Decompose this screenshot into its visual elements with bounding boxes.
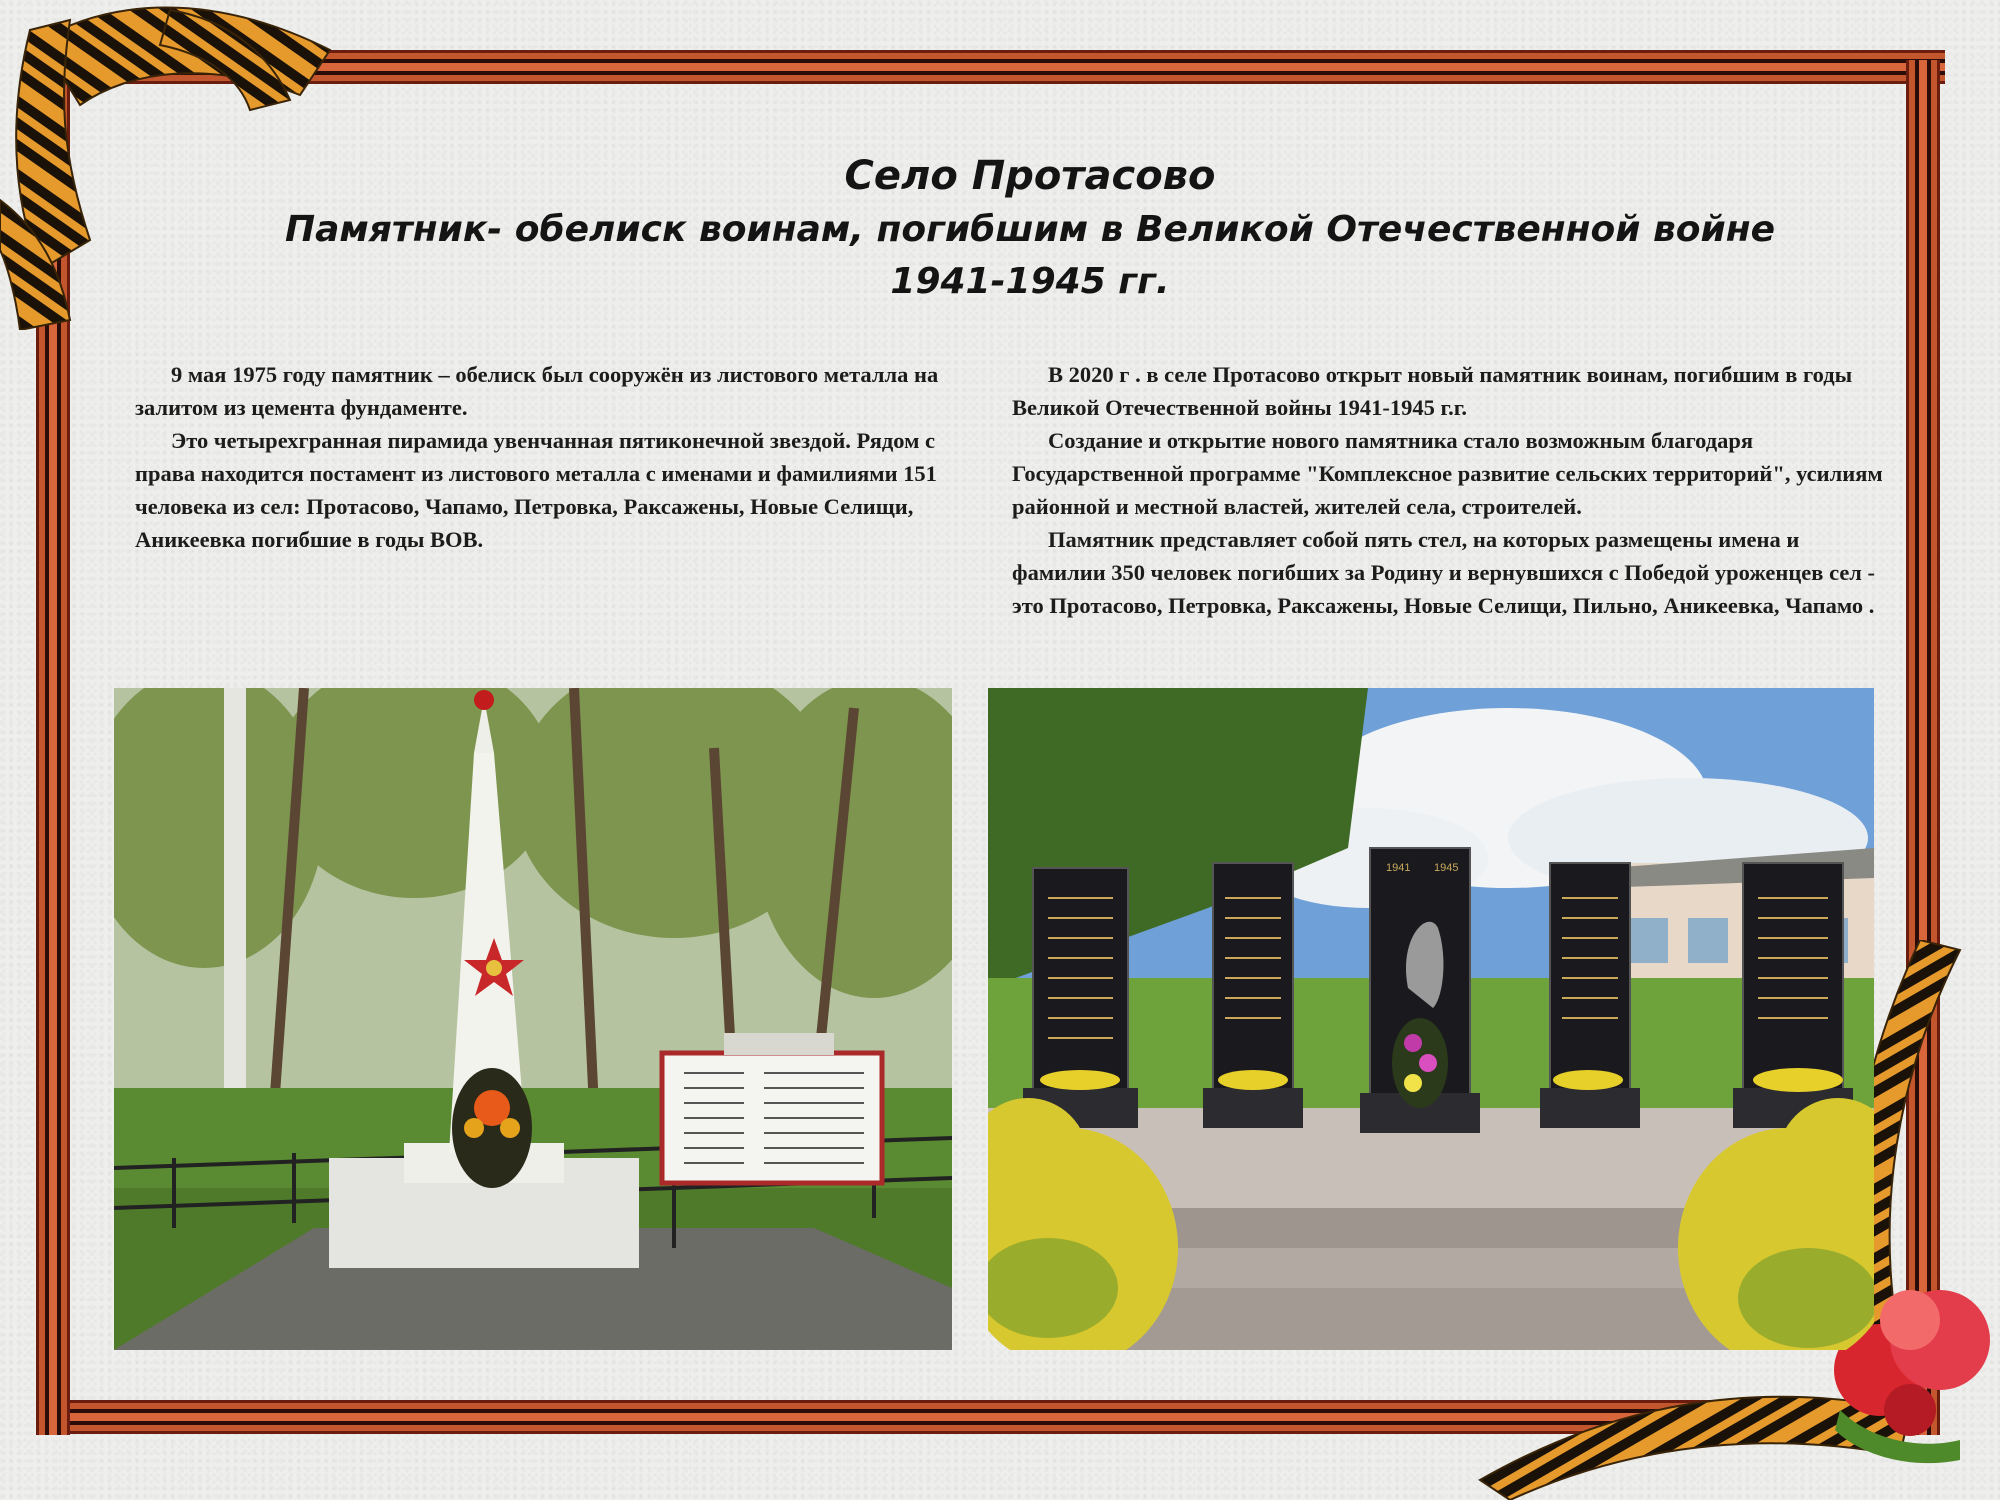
monument-subtitle: Памятник- обелиск воинам, погибшим в Великой Отечественной войне <box>284 209 1776 250</box>
paragraph: 9 мая 1975 году памятник – обелиск был сооружён из листового металла на залитом из цемента фундаменте. <box>135 362 939 420</box>
years-subtitle: 1941-1945 гг. <box>890 261 1170 302</box>
title-block <box>250 148 1810 308</box>
right-text-column <box>1012 358 1892 622</box>
left-text-column <box>135 358 975 556</box>
paragraph: Это четырехгранная пирамида увенчанная пятиконечной звездой. Рядом с права находится постамент из листового металла с именами и фамилиями 151 человека из сел: Протасово, Чапамо, Петровка, Раксажены, Новые Селищи, Аникеевка погибшие в годы ВОВ. <box>135 428 937 552</box>
paragraph: Создание и открытие нового памятника стало возможным благодаря Государственной программе "Комплексное развитие сельских территорий", усилиям районной и местной властей, жителей села, строителей. <box>1012 428 1883 519</box>
stele-year-right: 1945 <box>1434 862 1459 874</box>
paragraph: В 2020 г . в селе Протасово открыт новый памятник воинам, погибшим в годы Великой Отечественной войны 1941-1945 г.г. <box>1012 362 1853 420</box>
page-title: Село Протасово <box>844 153 1216 199</box>
photo-old-obelisk <box>114 688 952 1350</box>
stele-year-left: 1941 <box>1386 862 1411 874</box>
paragraph: Памятник представляет собой пять стел, на которых размещены имена и фамилии 350 человек погибших за Родину и вернувшихся с Победой уроженцев сел - это Протасово, Петровка, Раксажены, Новые Селищи, Пильно, Аникеевка, Чапамо . <box>1012 527 1876 618</box>
photo-new-memorial <box>988 688 1874 1350</box>
